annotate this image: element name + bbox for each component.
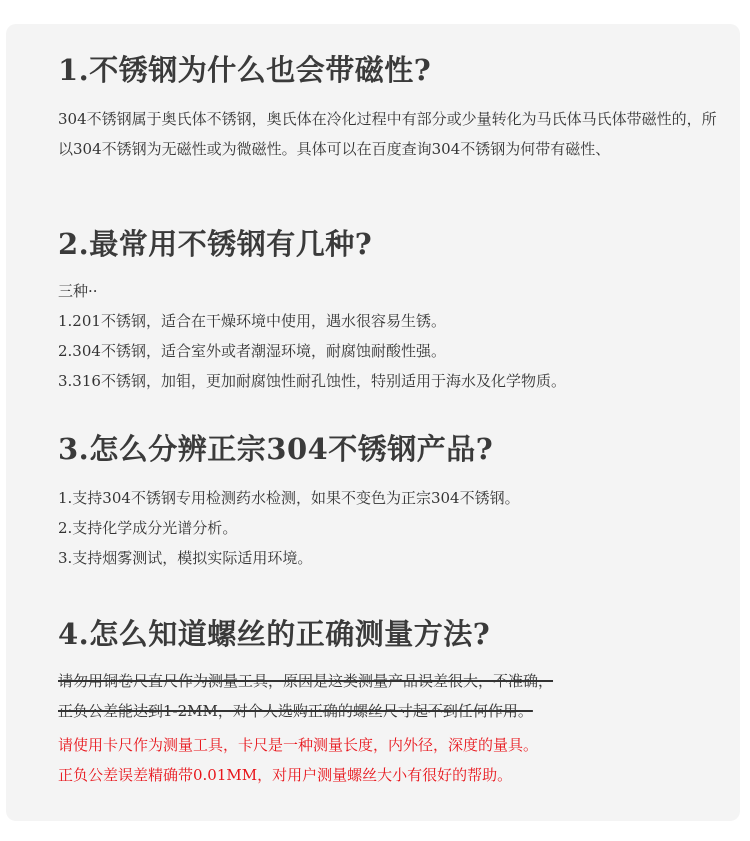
list-item: 3.316不锈钢，加钼，更加耐腐蚀性耐孔蚀性，特别适用于海水及化学物质。 xyxy=(58,372,566,390)
highlight-line: 正负公差误差精确带0.01MM，对用户测量螺丝大小有很好的帮助。 xyxy=(58,766,513,784)
section-body: 304不锈钢属于奥氏体不锈钢，奥氏体在冷化过程中有部分或少量转化为马氏体马氏体带磁性的，所以304不锈钢为无磁性或为微磁性。具体可以在百度查询304不锈钢为何带有磁性、 xyxy=(58,110,717,158)
section-title: 1.不锈钢为什么也会带磁性? xyxy=(58,53,432,87)
type-list xyxy=(58,276,718,396)
method-list xyxy=(58,483,718,573)
correct-method xyxy=(58,730,718,790)
list-item: 3.支持烟雾测试，模拟实际适用环境。 xyxy=(58,549,313,567)
section-common-types xyxy=(58,224,718,396)
list-item: 1.支持304不锈钢专用检测药水检测，如果不变色为正宗304不锈钢。 xyxy=(58,489,520,507)
list-item: 三种·· xyxy=(58,282,98,300)
section-title: 2.最常用不锈钢有几种? xyxy=(58,227,373,261)
section-title: 3.怎么分辨正宗304不锈钢产品? xyxy=(58,432,494,466)
struck-line: 正负公差能达到1-2MM，对个人选购正确的螺丝尺寸起不到任何作用。 xyxy=(58,702,533,720)
wrong-method xyxy=(58,666,718,726)
list-item: 1.201不锈钢，适合在干燥环境中使用，遇水很容易生锈。 xyxy=(58,312,446,330)
section-measurement xyxy=(58,614,718,790)
section-title: 4.怎么知道螺丝的正确测量方法? xyxy=(58,617,491,651)
article-card xyxy=(6,24,740,821)
section-magnetism xyxy=(58,50,718,164)
list-item: 2.304不锈钢，适合室外或者潮湿环境，耐腐蚀耐酸性强。 xyxy=(58,342,446,360)
section-identify-304 xyxy=(58,429,718,573)
highlight-line: 请使用卡尺作为测量工具，卡尺是一种测量长度，内外径，深度的量具。 xyxy=(58,736,539,754)
list-item: 2.支持化学成分光谱分析。 xyxy=(58,519,238,537)
struck-line: 请勿用铜卷尺直尺作为测量工具，原因是这类测量产品误差很大，不准确， xyxy=(58,672,554,690)
